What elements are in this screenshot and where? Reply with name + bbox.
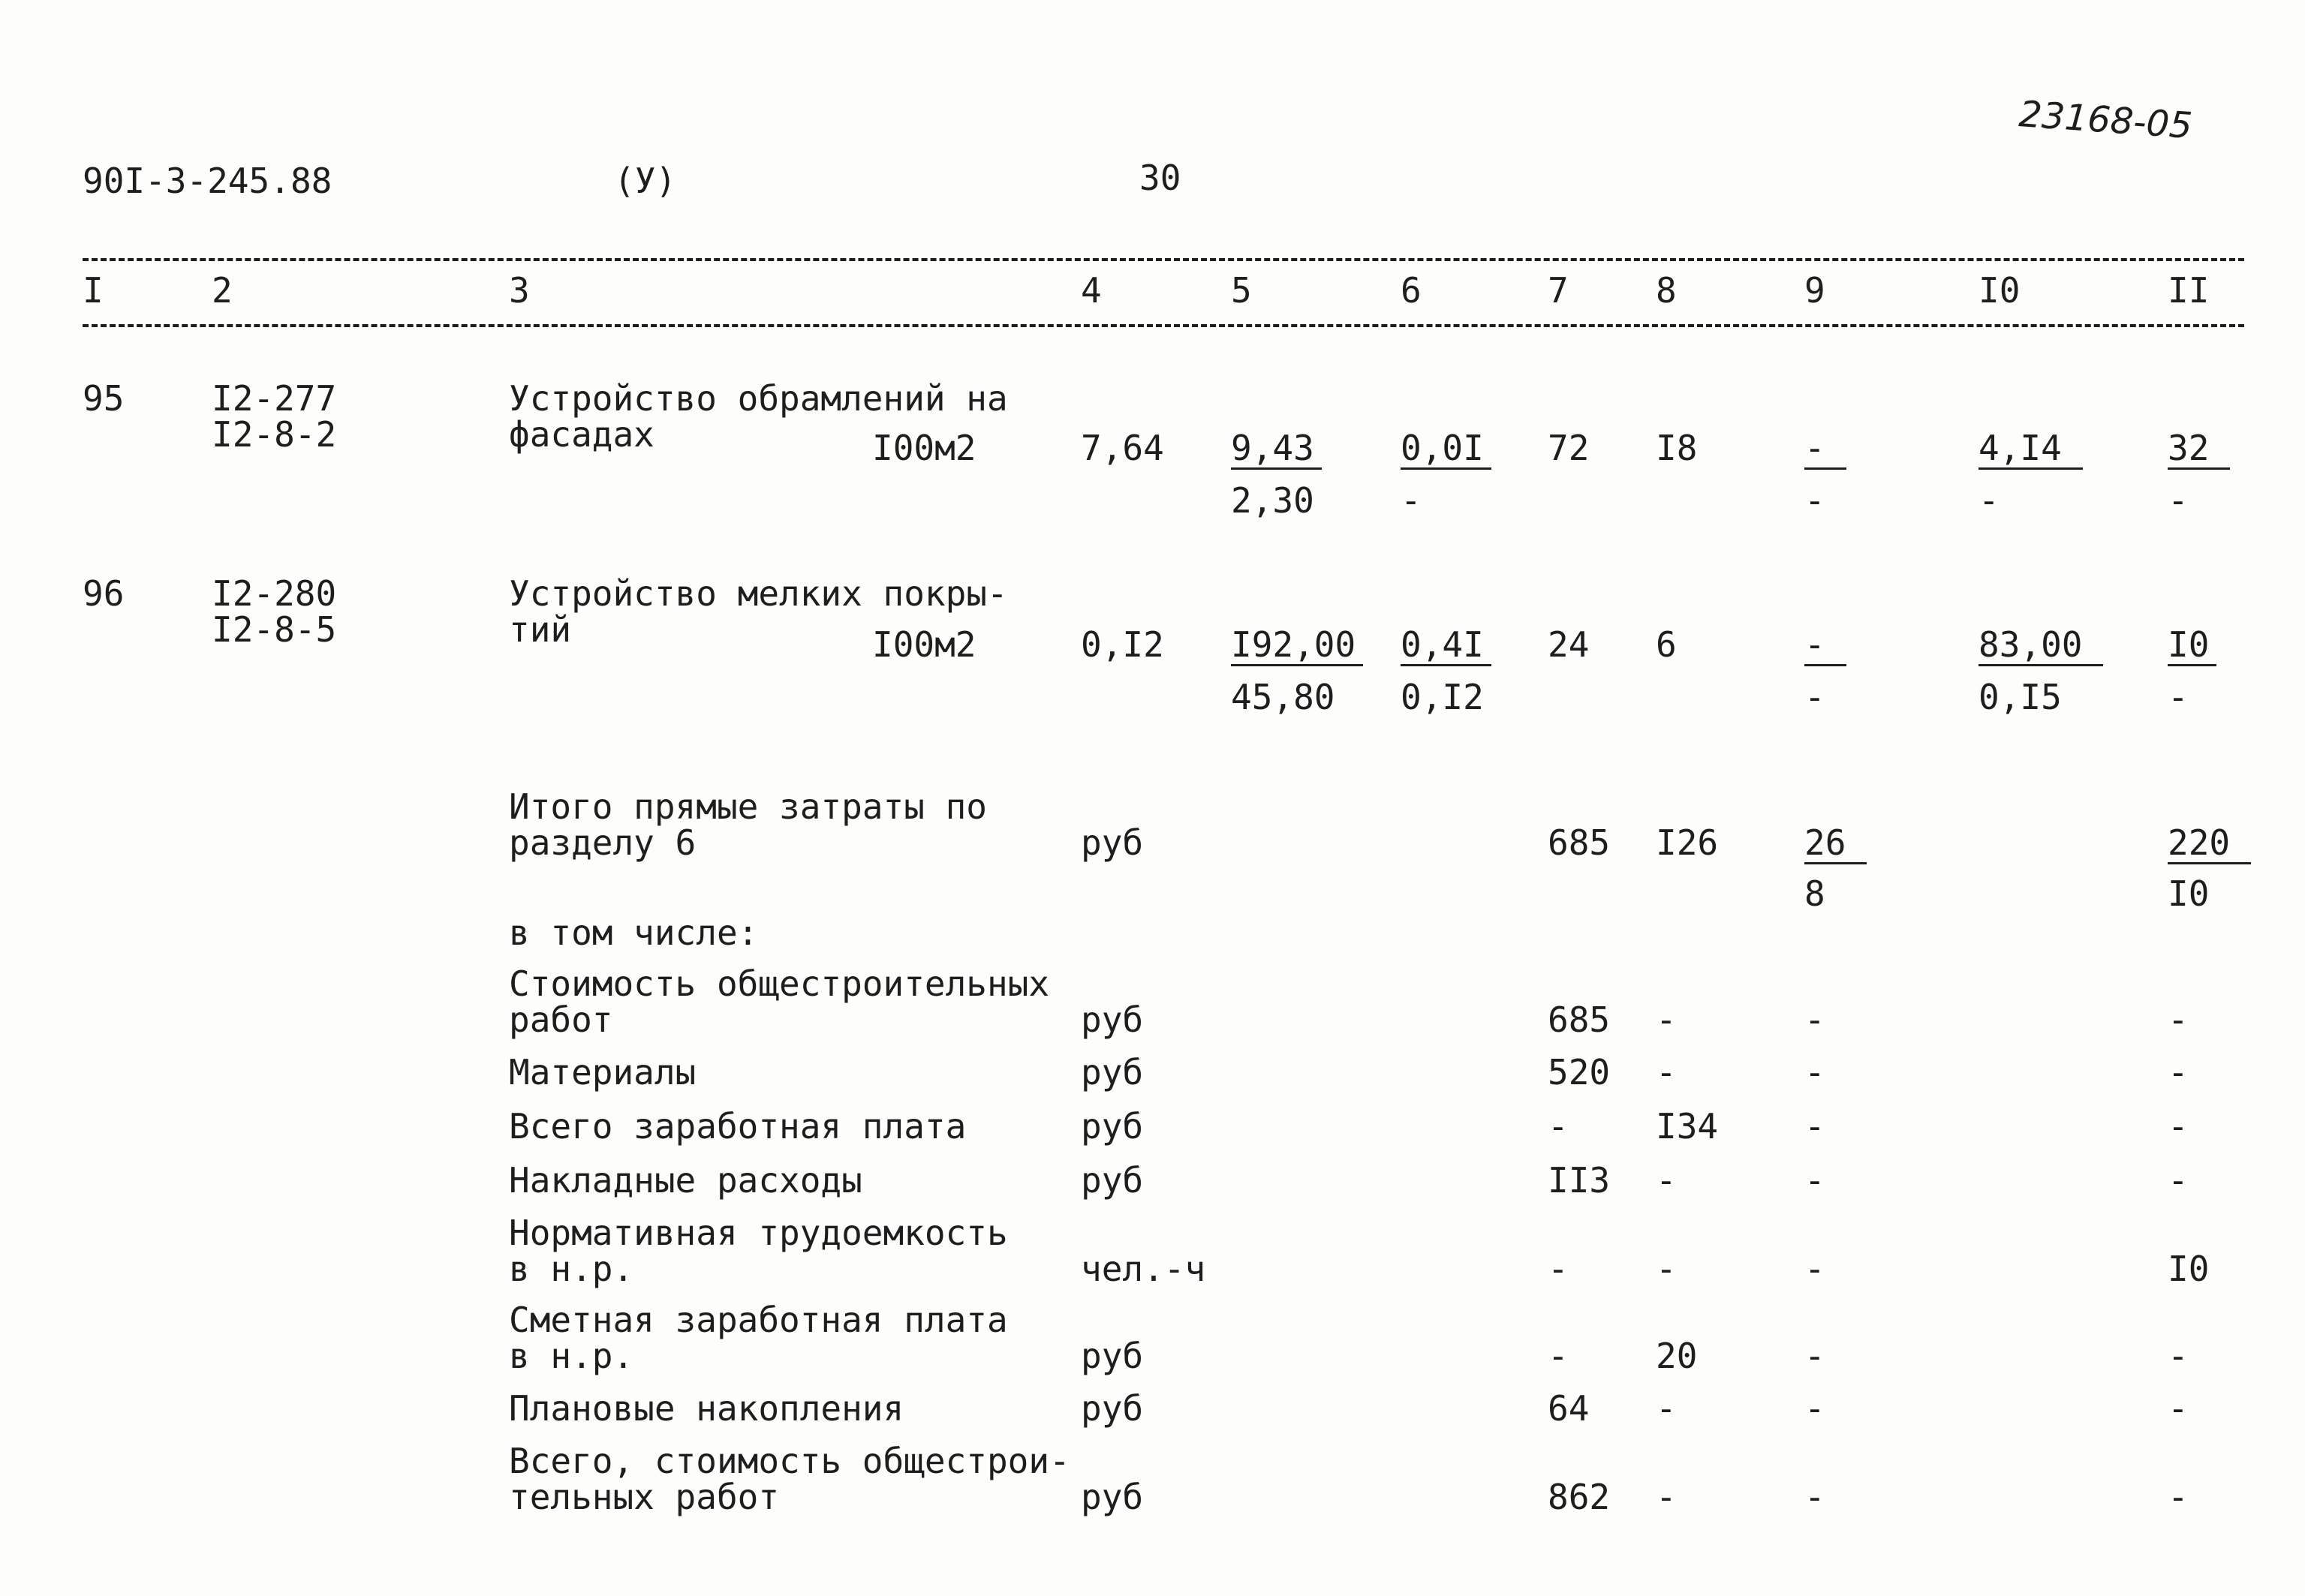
breakdown-col8: -	[1656, 1052, 1677, 1093]
row-code: I2-8-2	[212, 414, 337, 455]
breakdown-col11: -	[2168, 999, 2189, 1040]
row-quantity: 0,I2	[1081, 624, 1164, 665]
cell-col9-bottom: -	[1804, 677, 1825, 717]
total-label: разделу 6	[509, 822, 697, 863]
total-col11-top: 220	[2168, 825, 2251, 864]
breakdown-label: Накладные расходы	[509, 1160, 862, 1201]
breakdown-label: в н.р.	[509, 1249, 634, 1289]
breakdown-label: работ	[509, 999, 613, 1040]
breakdown-col7: 520	[1548, 1052, 1611, 1093]
cell-col6-top: 0,4I	[1401, 627, 1491, 666]
total-col7: 685	[1548, 822, 1611, 863]
breakdown-unit: руб	[1081, 1388, 1144, 1429]
breakdown-col7: II3	[1548, 1160, 1611, 1201]
cell-col11-bottom: -	[2168, 480, 2189, 521]
breakdown-col9: -	[1804, 1388, 1825, 1429]
breakdown-col7: 862	[1548, 1477, 1611, 1517]
col-header-2: 2	[212, 270, 233, 311]
cell-col11-bottom: -	[2168, 677, 2189, 717]
col-header-4: 4	[1081, 270, 1102, 311]
breakdown-col11: -	[2168, 1477, 2189, 1517]
cell-col5-top: I92,00	[1231, 627, 1363, 666]
breakdown-col8: -	[1656, 1388, 1677, 1429]
row-name: тий	[509, 609, 572, 650]
cell-col11-top: 32	[2168, 431, 2230, 470]
total-unit: руб	[1081, 822, 1144, 863]
cell-col6-top: 0,0I	[1401, 431, 1491, 470]
cell-col8: I8	[1656, 428, 1698, 468]
breakdown-col9: -	[1804, 1160, 1825, 1201]
breakdown-col11: -	[2168, 1160, 2189, 1201]
breakdown-label: Материалы	[509, 1052, 697, 1093]
cell-col6-bottom: -	[1401, 480, 1422, 521]
archive-stamp: 23168-05	[2018, 93, 2194, 148]
row-code: I2-277	[212, 378, 337, 419]
breakdown-col7: -	[1548, 1106, 1569, 1147]
cell-col10-bottom: -	[1979, 480, 2000, 521]
cell-col9-top: -	[1804, 627, 1846, 666]
cell-col8: 6	[1656, 624, 1677, 665]
breakdown-label: Всего, стоимость общестрои-	[509, 1441, 1070, 1481]
col-header-8: 8	[1656, 270, 1677, 311]
row-name: Устройство мелких покры-	[509, 573, 1008, 614]
breakdown-unit: руб	[1081, 1336, 1144, 1376]
col-header-7: 7	[1548, 270, 1569, 311]
col-header-1: I	[83, 270, 104, 311]
row-code: I2-8-5	[212, 609, 337, 650]
cell-col11-top: I0	[2168, 627, 2216, 666]
breakdown-col8: -	[1656, 999, 1677, 1040]
cell-col10-bottom: 0,I5	[1979, 677, 2062, 717]
row-code: I2-280	[212, 573, 337, 614]
breakdown-label: Стоимость общестроительных	[509, 963, 1050, 1004]
doc-mark: (У)	[614, 161, 677, 201]
breakdown-unit: руб	[1081, 1160, 1144, 1201]
doc-number: 90I-3-245.88	[83, 161, 333, 201]
breakdown-col8: -	[1656, 1477, 1677, 1517]
breakdown-col9: -	[1804, 1106, 1825, 1147]
breakdown-unit: руб	[1081, 1052, 1144, 1093]
breakdown-col9: -	[1804, 1052, 1825, 1093]
cell-col10-top: 83,00	[1979, 627, 2103, 666]
breakdown-col9: -	[1804, 1249, 1825, 1289]
total-label: Итого прямые затраты по	[509, 786, 987, 827]
breakdown-col11: -	[2168, 1336, 2189, 1376]
breakdown-unit: руб	[1081, 1106, 1144, 1147]
breakdown-unit: руб	[1081, 999, 1144, 1040]
breakdown-col9: -	[1804, 1477, 1825, 1517]
col-header-5: 5	[1231, 270, 1252, 311]
cell-col6-bottom: 0,I2	[1401, 677, 1484, 717]
cell-col7: 72	[1548, 428, 1590, 468]
breakdown-col7: 685	[1548, 999, 1611, 1040]
col-header-9: 9	[1804, 270, 1825, 311]
cell-col7: 24	[1548, 624, 1590, 665]
breakdown-col11: I0	[2168, 1249, 2210, 1289]
row-name: Устройство обрамлений на	[509, 378, 1008, 419]
breakdown-label: Всего заработная плата	[509, 1106, 967, 1147]
total-col11-bottom: I0	[2168, 873, 2210, 914]
row-unit: I00м2	[872, 624, 976, 665]
cell-col10-top: 4,I4	[1979, 431, 2083, 470]
header-top-rule	[83, 258, 2244, 261]
breakdown-unit: чел.-ч	[1081, 1249, 1206, 1289]
breakdown-col8: I34	[1656, 1106, 1719, 1147]
row-unit: I00м2	[872, 428, 976, 468]
breakdown-label: в н.р.	[509, 1336, 634, 1376]
cell-col5-bottom: 45,80	[1231, 677, 1335, 717]
page-number: 30	[1139, 158, 1181, 198]
cell-col9-top: -	[1804, 431, 1846, 470]
row-name: фасадах	[509, 414, 654, 455]
row-number: 95	[83, 378, 125, 419]
cell-col9-bottom: -	[1804, 480, 1825, 521]
breakdown-col11: -	[2168, 1388, 2189, 1429]
breakdown-label: Сметная заработная плата	[509, 1300, 1008, 1340]
breakdown-col11: -	[2168, 1052, 2189, 1093]
col-header-3: 3	[509, 270, 530, 311]
row-quantity: 7,64	[1081, 428, 1164, 468]
breakdown-col7: -	[1548, 1336, 1569, 1376]
breakdown-col7: -	[1548, 1249, 1569, 1289]
breakdown-col8: -	[1656, 1249, 1677, 1289]
col-header-6: 6	[1401, 270, 1422, 311]
breakdown-label: Нормативная трудоемкость	[509, 1213, 1008, 1253]
breakdown-unit: руб	[1081, 1477, 1144, 1517]
breakdown-col11: -	[2168, 1106, 2189, 1147]
total-col9-bottom: 8	[1804, 873, 1825, 914]
col-header-11: II	[2168, 270, 2210, 311]
cell-col5-bottom: 2,30	[1231, 480, 1314, 521]
breakdown-col8: 20	[1656, 1336, 1698, 1376]
breakdown-col7: 64	[1548, 1388, 1590, 1429]
breakdown-label: Плановые накопления	[509, 1388, 904, 1429]
total-col9-top: 26	[1804, 825, 1867, 864]
total-col8: I26	[1656, 822, 1719, 863]
row-number: 96	[83, 573, 125, 614]
col-header-10: I0	[1979, 270, 2021, 311]
cell-col5-top: 9,43	[1231, 431, 1322, 470]
breakdown-label: тельных работ	[509, 1477, 780, 1517]
breakdown-col8: -	[1656, 1160, 1677, 1201]
header-bottom-rule	[83, 324, 2244, 327]
including-label: в том числе:	[509, 912, 759, 953]
breakdown-col9: -	[1804, 999, 1825, 1040]
breakdown-col9: -	[1804, 1336, 1825, 1376]
